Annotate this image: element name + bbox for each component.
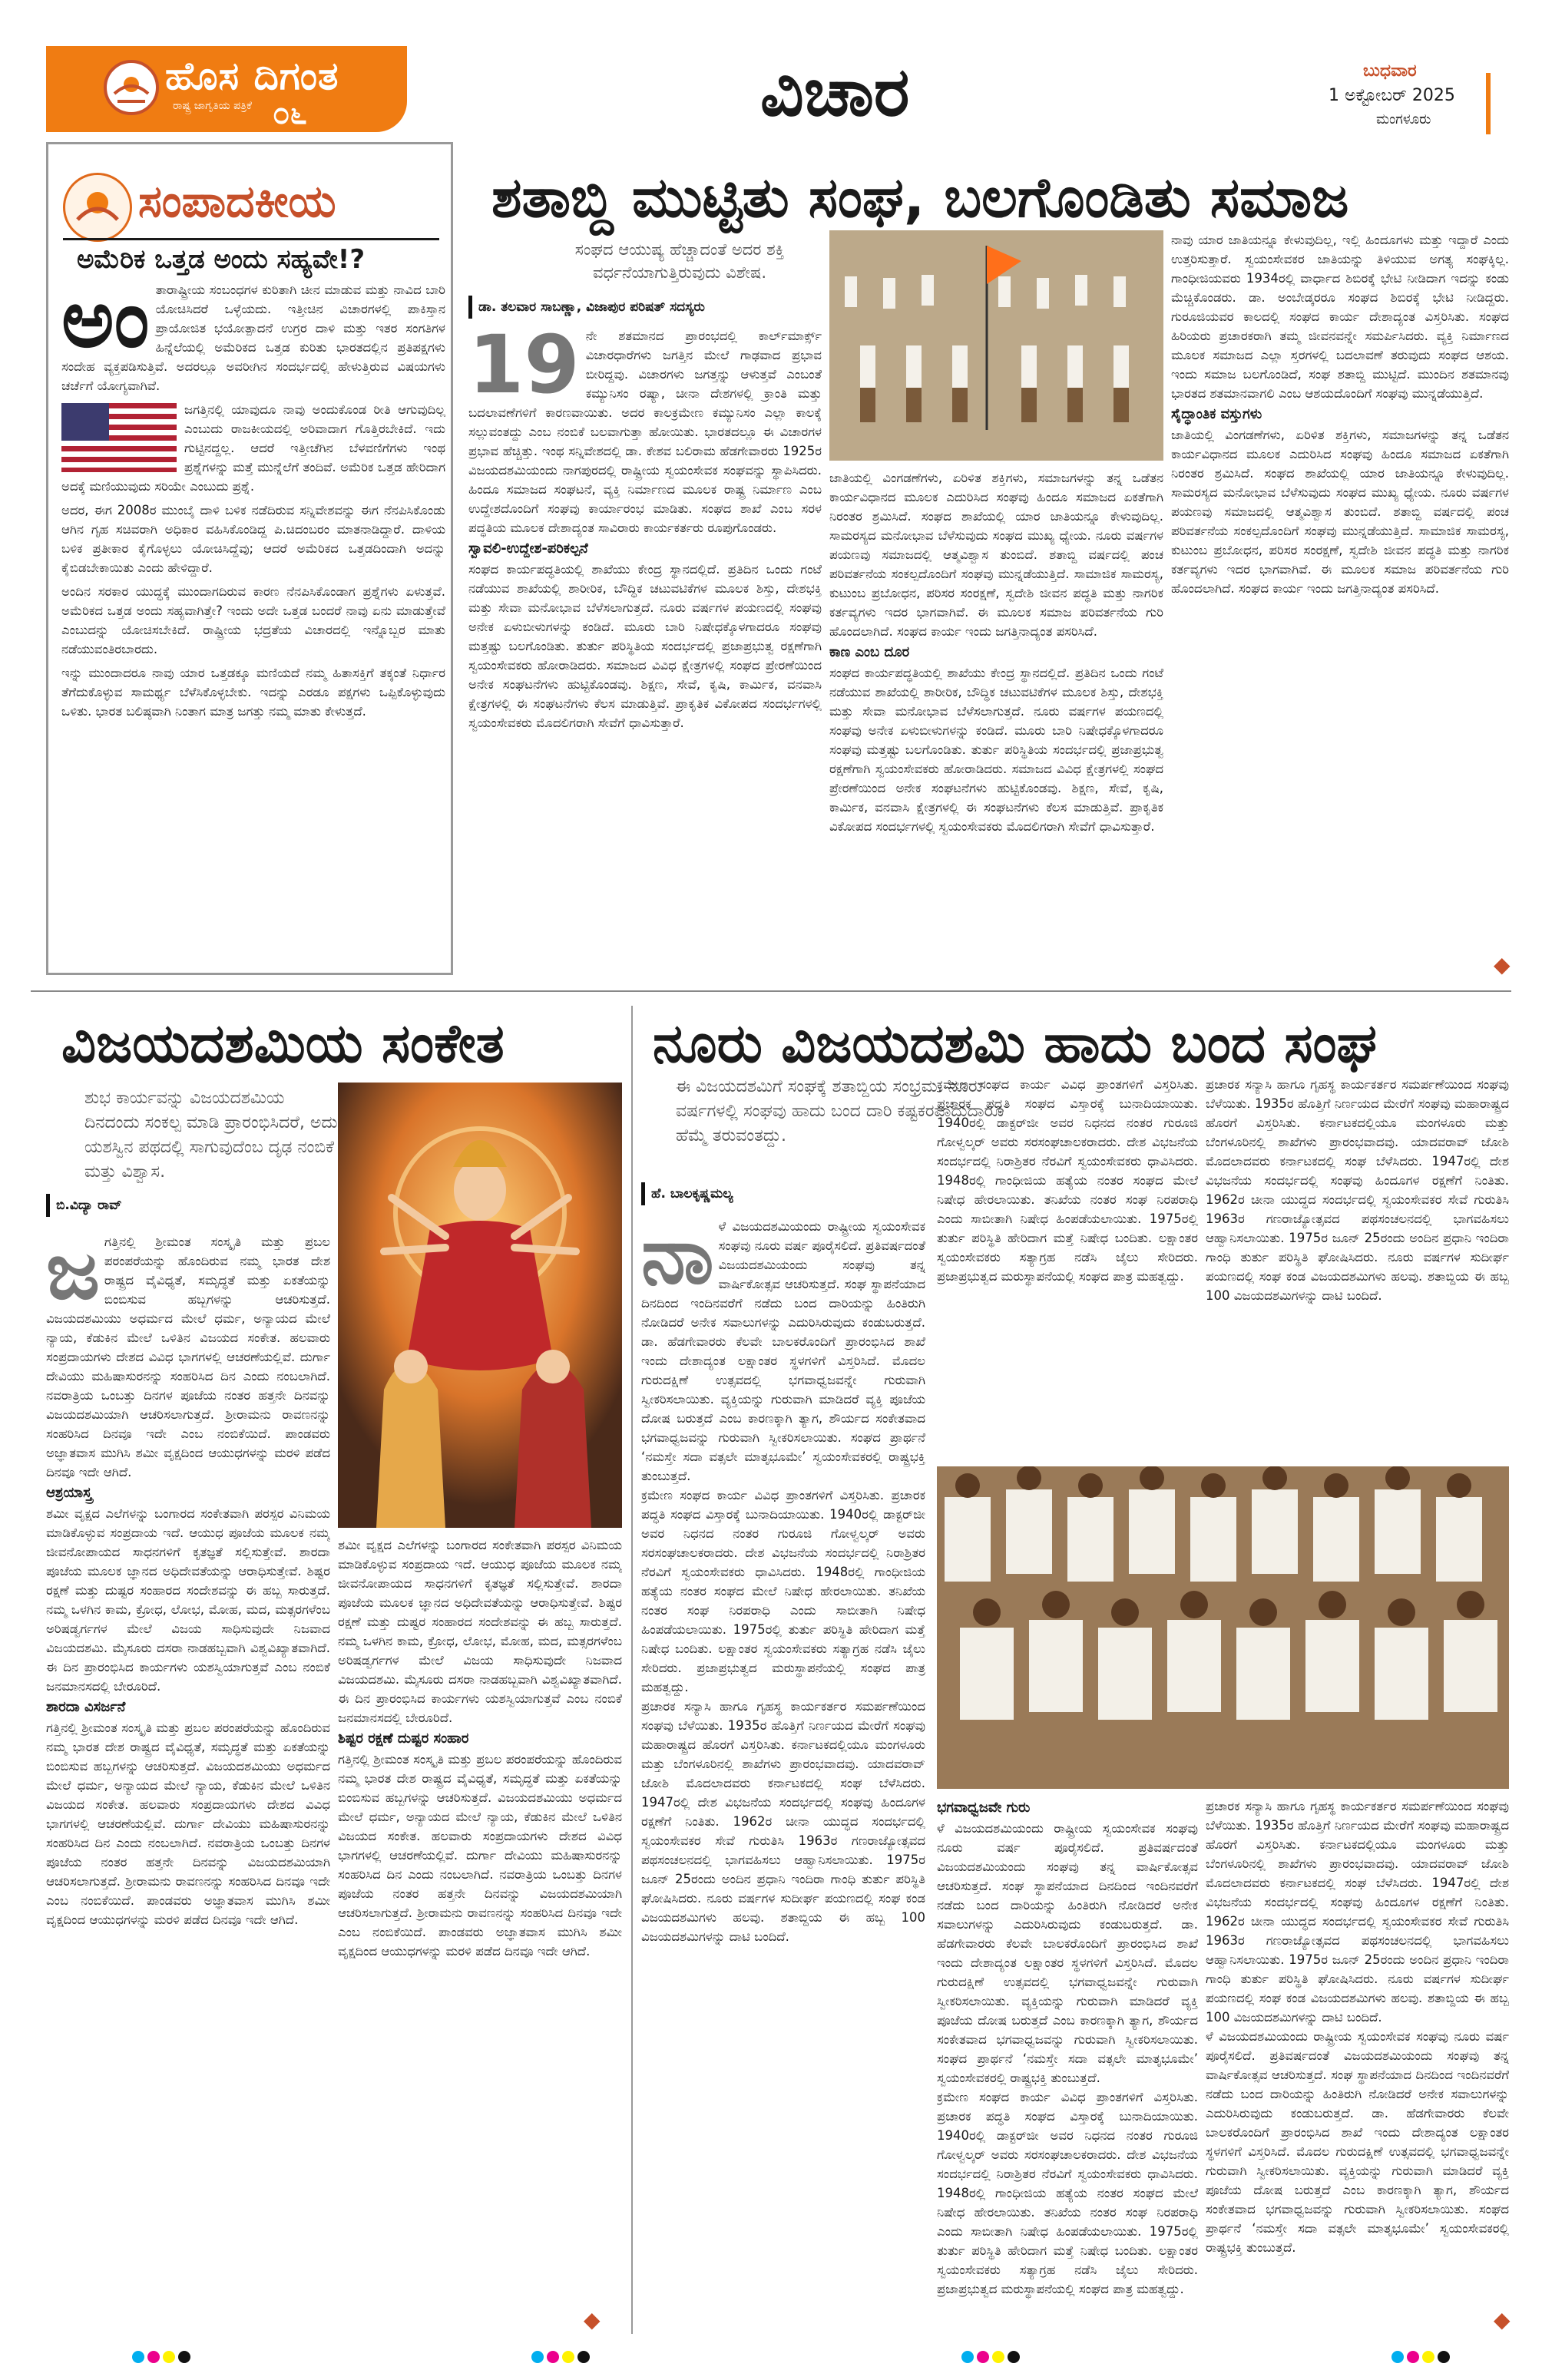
nooru-subtitle: ಈ ವಿಜಯದಶಮಿಗೆ ಸಂಘಕ್ಕೆ ಶತಾಬ್ದಿಯ ಸಂಭ್ರಮ. ನೂರು ವರ್ಷಗಳಲ್ಲಿ ಸಂಘವು ಹಾದು ಬಂದ ದಾರಿ ಕಷ್ಟಕರವಾದುದಾರೂ ಹೆಮ್ಮೆ ತರುವಂತದ್ದು. bbox=[676, 1077, 1004, 1145]
editorial-label: ಸಂಪಾದಕೀಯ bbox=[138, 175, 336, 227]
vijaya-headline: ವಿಜಯದಶಮಿಯ ಸಂಕೇತ bbox=[61, 1012, 505, 1075]
vijaya-subhead: ಶಾರದಾ ವಿಸರ್ಜನೆ bbox=[46, 1699, 126, 1715]
main-col-text: ನಾವು ಯಾರ ಜಾತಿಯನ್ನೂ ಕೇಳುವುದಿಲ್ಲ, ಇಲ್ಲಿ ಹಿಂದೂಗಳು ಮತ್ತು ಇದ್ದಾರೆ ಎಂದು ಉತ್ತರಿಸುತ್ತಾರೆ. ಸ್ವಯಂಸೇವಕರ ಜಾತಿಯನ್ನು ತಿಳಿಯುವ ಅಗತ್ಯ ಸಂಘಕ್ಕಿಲ್ಲ. ಗಾಂಧೀಜಿಯವರು 1934ರಲ್ಲಿ ವಾರ್ಧಾದ ಶಿಬಿರಕ್ಕೆ ಭೇಟಿ ನೀಡಿದಾಗ ಇದನ್ನು ಕಂಡು ಮೆಚ್ಚಿಕೊಂಡರು. ಡಾ. ಅಂಬೇಡ್ಕರರೂ ಸಂಘದ ಶಿಬಿರಕ್ಕೆ ಭೇಟಿ ನೀಡಿದ್ದರು. ಗುರೂಜಿಯವರ ಕಾಲದಲ್ಲಿ ಸಂಘದ ಕಾರ್ಯ ದೇಶಾದ್ಯಂತ ವಿಸ್ತರಿಸಿತು. ಸಂಘದ ಹಿರಿಯರು ಪ್ರಚಾರಕರಾಗಿ ತಮ್ಮ ಜೀವನವನ್ನೇ ಸಮರ್ಪಿಸಿದರು. ವ್ಯಕ್ತಿ ನಿರ್ಮಾಣದ ಮೂಲಕ ಸಮಾಜದ ಎಲ್ಲಾ ಸ್ತರಗಳಲ್ಲಿ ಬದಲಾವಣೆ ತರುವುದು ಸಂಘದ ಆಶಯ. ಇಂದು ಸಮಾಜ ಬಲಗೊಂಡಿದೆ, ಸಂಘ ಶತಾಬ್ದಿ ಮುಟ್ಟಿದೆ. ಮುಂದಿನ ಶತಮಾನವು ಭಾರತದ ಶತಮಾನವಾಗಲಿ ಎಂಬ ಆಶಯದೊಂದಿಗೆ ಸಂಘವು ಮುನ್ನಡೆಯುತ್ತಿದೆ. bbox=[1171, 233, 1509, 401]
nooru-headline: ನೂರು ವಿಜಯದಶಮಿ ಹಾದು ಬಂದ ಸಂಘ bbox=[653, 1012, 1378, 1075]
section-title: ವಿಚಾರ bbox=[760, 52, 910, 131]
nooru-col-1 bbox=[641, 1217, 925, 2334]
editorial-para: ಇನ್ನು ಮುಂದಾದರೂ ನಾವು ಯಾರ ಒತ್ತಡಕ್ಕೂ ಮಣಿಯದೆ ನಮ್ಮ ಹಿತಾಸಕ್ತಿಗೆ ತಕ್ಕಂತೆ ನಿರ್ಧಾರ ತೆಗೆದುಕೊಳ್ಳುವ ಸಾಮರ್ಥ್ಯ ಬೆಳೆಸಿಕೊಳ್ಳಬೇಕು. ಇದನ್ನು ಎರಡೂ ಪಕ್ಷಗಳು ಒಪ್ಪಿಕೊಳ್ಳುವುದು ಒಳಿತು. ಭಾರತ ಬಲಿಷ್ಠವಾಗಿ ನಿಂತಾಗ ಮಾತ್ರ ಜಗತ್ತು ನಮ್ಮ ಮಾತು ಕೇಳುತ್ತದೆ. bbox=[61, 666, 445, 719]
vijaya-byline: ಬಿ.ವಿದ್ಯಾ ರಾವ್ bbox=[46, 1194, 330, 1217]
main-dropcap: 19 bbox=[468, 326, 580, 412]
vijaya-col-text: ಗತ್ತಿನಲ್ಲಿ ಶ್ರೀಮಂತ ಸಂಸ್ಕೃತಿ ಮತ್ತು ಪ್ರಬಲ ಪರಂಪರೆಯನ್ನು ಹೊಂದಿರುವ ನಮ್ಮ ಭಾರತ ದೇಶ ರಾಷ್ಟ್ರದ ವೈವಿಧ್ಯತೆ, ಸಮೃದ್ಧತೆ ಮತ್ತು ಏಕತೆಯನ್ನು ಬಿಂಬಿಸುವ ಹಬ್ಬಗಳನ್ನು ಆಚರಿಸುತ್ತದೆ. ವಿಜಯದಶಮಿಯು ಅಧರ್ಮದ ಮೇಲೆ ಧರ್ಮ, ಅನ್ಯಾಯದ ಮೇಲೆ ನ್ಯಾಯ, ಕೆಡುಕಿನ ಮೇಲೆ ಒಳಿತಿನ ವಿಜಯದ ಸಂಕೇತ. ಹಲವಾರು ಸಂಪ್ರದಾಯಗಳು ದೇಶದ ವಿವಿಧ ಭಾಗಗಳಲ್ಲಿ ಆಚರಣೆಯಲ್ಲಿವೆ. ದುರ್ಗಾ ದೇವಿಯು ಮಹಿಷಾಸುರನನ್ನು ಸಂಹರಿಸಿದ ದಿನ ಎಂದು ನಂಬಲಾಗಿದೆ. ನವರಾತ್ರಿಯ ಒಂಬತ್ತು ದಿನಗಳ ಪೂಜೆಯ ನಂತರ ಹತ್ತನೇ ದಿನವನ್ನು ವಿಜಯದಶಮಿಯಾಗಿ ಆಚರಿಸಲಾಗುತ್ತದೆ. ಶ್ರೀರಾಮನು ರಾವಣನನ್ನು ಸಂಹರಿಸಿದ ದಿನವೂ ಇದೇ ಎಂಬ ನಂಬಿಕೆಯಿದೆ. ಪಾಂಡವರು ಅಜ್ಞಾತವಾಸ ಮುಗಿಸಿ ಶಮೀ ವೃಕ್ಷದಿಂದ ಆಯುಧಗಳನ್ನು ಮರಳಿ ಪಡೆದ ದಿನವೂ ಇದೇ ಆಗಿದೆ. bbox=[46, 1721, 330, 1927]
vijaya-col-text: ಶಮೀ ವೃಕ್ಷದ ಎಲೆಗಳನ್ನು ಬಂಗಾರದ ಸಂಕೇತವಾಗಿ ಪರಸ್ಪರ ವಿನಿಮಯ ಮಾಡಿಕೊಳ್ಳುವ ಸಂಪ್ರದಾಯ ಇದೆ. ಆಯುಧ ಪೂಜೆಯ ಮೂಲಕ ನಮ್ಮ ಜೀವನೋಪಾಯದ ಸಾಧನಗಳಿಗೆ ಕೃತಜ್ಞತೆ ಸಲ್ಲಿಸುತ್ತೇವೆ. ಶಾರದಾ ಪೂಜೆಯ ಮೂಲಕ ಜ್ಞಾನದ ಅಧಿದೇವತೆಯನ್ನು ಆರಾಧಿಸುತ್ತೇವೆ. ಶಿಷ್ಟರ ರಕ್ಷಣೆ ಮತ್ತು ದುಷ್ಟರ ಸಂಹಾರದ ಸಂದೇಶವನ್ನು ಈ ಹಬ್ಬ ಸಾರುತ್ತದೆ. ನಮ್ಮ ಒಳಗಿನ ಕಾಮ, ಕ್ರೋಧ, ಲೋಭ, ಮೋಹ, ಮದ, ಮತ್ಸರಗಳೆಂಬ ಅರಿಷಡ್ವರ್ಗಗಳ ಮೇಲೆ ವಿಜಯ ಸಾಧಿಸುವುದೇ ನಿಜವಾದ ವಿಜಯದಶಮಿ. ಮೈಸೂರು ದಸರಾ ನಾಡಹಬ್ಬವಾಗಿ ವಿಶ್ವವಿಖ್ಯಾತವಾಗಿದೆ. ಈ ದಿನ ಪ್ರಾರಂಭಿಸಿದ ಕಾರ್ಯಗಳು ಯಶಸ್ವಿಯಾಗುತ್ತವೆ ಎಂಬ ನಂಬಿಕೆ ಜನಮಾನಸದಲ್ಲಿ ಬೇರೂರಿದೆ. bbox=[338, 1538, 622, 1725]
main-col-text: ಸಂಘದ ಕಾರ್ಯಪದ್ಧತಿಯಲ್ಲಿ ಶಾಖೆಯು ಕೇಂದ್ರ ಸ್ಥಾನದಲ್ಲಿದೆ. ಪ್ರತಿದಿನ ಒಂದು ಗಂಟೆ ನಡೆಯುವ ಶಾಖೆಯಲ್ಲಿ ಶಾರೀರಿಕ, ಬೌದ್ಧಿಕ ಚಟುವಟಿಕೆಗಳ ಮೂಲಕ ಶಿಸ್ತು, ದೇಶಭಕ್ತಿ ಮತ್ತು ಸೇವಾ ಮನೋಭಾವ ಬೆಳೆಸಲಾಗುತ್ತದೆ. ನೂರು ವರ್ಷಗಳ ಪಯಣದಲ್ಲಿ ಸಂಘವು ಅನೇಕ ಏಳುಬೀಳುಗಳನ್ನು ಕಂಡಿದೆ. ಮೂರು ಬಾರಿ ನಿಷೇಧಕ್ಕೊಳಗಾದರೂ ಸಂಘವು ಮತ್ತಷ್ಟು ಬಲಗೊಂಡಿತು. ತುರ್ತು ಪರಿಸ್ಥಿತಿಯ ಸಂದರ್ಭದಲ್ಲಿ ಪ್ರಜಾಪ್ರಭುತ್ವ ರಕ್ಷಣೆಗಾಗಿ ಸ್ವಯಂಸೇವಕರು ಹೋರಾಡಿದರು. ಸಮಾಜದ ವಿವಿಧ ಕ್ಷೇತ್ರಗಳಲ್ಲಿ ಸಂಘದ ಪ್ರೇರಣೆಯಿಂದ ಅನೇಕ ಸಂಘಟನೆಗಳು ಹುಟ್ಟಿಕೊಂಡವು. ಶಿಕ್ಷಣ, ಸೇವೆ, ಕೃಷಿ, ಕಾರ್ಮಿಕ, ವನವಾಸಿ ಕ್ಷೇತ್ರಗಳಲ್ಲಿ ಈ ಸಂಘಟನೆಗಳು ಕೆಲಸ ಮಾಡುತ್ತಿವೆ. ಪ್ರಾಕೃತಿಕ ವಿಕೋಪದ ಸಂದರ್ಭಗಳಲ್ಲಿ ಸ್ವಯಂಸೇವಕರು ಮೊದಲಿಗರಾಗಿ ಸೇವೆಗೆ ಧಾವಿಸುತ್ತಾರೆ. bbox=[468, 562, 822, 730]
print-registration-marks bbox=[0, 2342, 1542, 2372]
nooru-col-text: ಪ್ರಚಾರಕ ಸನ್ಯಾಸಿ ಹಾಗೂ ಗೃಹಸ್ಥ ಕಾರ್ಯಕರ್ತರ ಸಮರ್ಪಣೆಯಿಂದ ಸಂಘವು ಬೆಳೆಯಿತು. 1935ರ ಹೊತ್ತಿಗೆ ನಿರ್ಣಯದ ಮೇರೆಗೆ ಸಂಘವು ಮಹಾರಾಷ್ಟ್ರದ ಹೊರಗೆ ವಿಸ್ತರಿಸಿತು. ಕರ್ನಾಟಕದಲ್ಲಿಯೂ ಮಂಗಳೂರು ಮತ್ತು ಬೆಂಗಳೂರಿನಲ್ಲಿ ಶಾಖೆಗಳು ಪ್ರಾರಂಭವಾದವು. ಯಾದವರಾವ್ ಜೋಶಿ ಮೊದಲಾದವರು ಕರ್ನಾಟಕದಲ್ಲಿ ಸಂಘ ಬೆಳೆಸಿದರು. 1947ರಲ್ಲಿ ದೇಶ ವಿಭಜನೆಯ ಸಂದರ್ಭದಲ್ಲಿ ಸಂಘವು ಹಿಂದೂಗಳ ರಕ್ಷಣೆಗೆ ನಿಂತಿತು. 1962ರ ಚೀನಾ ಯುದ್ಧದ ಸಂದರ್ಭದಲ್ಲಿ ಸ್ವಯಂಸೇವಕರ ಸೇವೆ ಗುರುತಿಸಿ 1963ರ ಗಣರಾಜ್ಯೋತ್ಸವದ ಪಥಸಂಚಲನದಲ್ಲಿ ಭಾಗವಹಿಸಲು ಆಹ್ವಾನಿಸಲಾಯಿತು. 1975ರ ಜೂನ್ 25ರಂದು ಅಂದಿನ ಪ್ರಧಾನಿ ಇಂದಿರಾ ಗಾಂಧಿ ತುರ್ತು ಪರಿಸ್ಥಿತಿ ಘೋಷಿಸಿದರು. ನೂರು ವರ್ಷಗಳ ಸುದೀರ್ಘ ಪಯಣದಲ್ಲಿ ಸಂಘ ಕಂಡ ವಿಜಯದಶಮಿಗಳು ಹಲವು. ಶತಾಬ್ದಿಯ ಈ ಹಬ್ಬ 100 ವಿಜಯದಶಮಿಗಳನ್ನು ದಾಟಿ ಬಂದಿದೆ. bbox=[1206, 1799, 1509, 2025]
editorial-icon bbox=[63, 173, 132, 242]
vijaya-subtitle: ಶುಭ ಕಾರ್ಯವನ್ನು ವಿಜಯದಶಮಿಯ ದಿನದಂದು ಸಂಕಲ್ಪ ಮಾಡಿ ಪ್ರಾರಂಭಿಸಿದರೆ, ಅದು ಯಶಸ್ವಿನ ಪಥದಲ್ಲಿ ಸಾಗುವುದೆಂಬ ದೃಢ ನಂಬಿಕೆ ಮತ್ತು ವಿಶ್ವಾಸ. bbox=[84, 1089, 338, 1182]
rss-march-photo bbox=[829, 230, 1163, 461]
main-subhead: ಸೈದ್ಧಾಂತಿಕ ವಸ್ತುಗಳು bbox=[1171, 406, 1262, 422]
nooru-col-4 bbox=[937, 1797, 1198, 2334]
end-mark-icon: ◆ bbox=[584, 2307, 601, 2332]
section-divider bbox=[31, 990, 1511, 992]
main-byline: ಡಾ. ತಲವಾರ ಸಾಬಣ್ಣಾ, ವಿಜಾಪುರ ಪರಿಷತ್ ಸದಸ್ಯರು bbox=[468, 296, 829, 319]
main-headline: ಶತಾಬ್ದಿ ಮುಟ್ಟಿತು ಸಂಘ, ಬಲಗೊಂಡಿತು ಸಮಾಜ bbox=[491, 165, 1349, 230]
end-mark-icon: ◆ bbox=[1494, 952, 1511, 977]
date-accent-bar bbox=[1486, 73, 1491, 134]
main-subhead: ಸ್ವಾವಲಿ-ಉದ್ದೇಶ-ಪರಿಕಲ್ಪನೆ bbox=[468, 540, 588, 557]
editorial-para: ತಾರಾಷ್ಟ್ರೀಯ ಸಂಬಂಧಗಳ ಕುರಿತಾಗಿ ಚೀನ ಮಾಡುವ ಮತ್ತು ನಾವಿದ ಬಾರಿ ಯೋಚಿಸಿದರೆ ಒಳ್ಳೆಯದು. ಇತ್ತೀಚಿನ ವಿಚಾರಗಳಲ್ಲಿ ಪಾಕಿಸ್ತಾನ ಪ್ರಾಯೋಜಿತ ಭಯೋತ್ಪಾದನೆ ಉಗ್ರರ ದಾಳಿ ಮತ್ತು ಇತರ ಸಂಗತಿಗಳ ಹಿನ್ನೆಲೆಯಲ್ಲಿ ಅಮೆರಿಕದ ಒತ್ತಡ ಕುರಿತು ಭಾರತದಲ್ಲಿನ ಪ್ರತಿಪಕ್ಷಗಳು ಸಂದೇಹ ವ್ಯಕ್ತಪಡಿಸುತ್ತಿವೆ. ಅದರಲ್ಲೂ ಅವರೀಗಿನ ಸಂದರ್ಭದಲ್ಲಿ ಹೇಳುತ್ತಿರುವ ವಿಷಯಗಳು ಚರ್ಚೆಗೆ ಯೋಗ್ಯವಾಗಿವೆ. bbox=[61, 283, 445, 393]
vijaya-dropcap: ಜ bbox=[46, 1232, 100, 1317]
nooru-col-text: ಕ್ರಮೇಣ ಸಂಘದ ಕಾರ್ಯ ವಿವಿಧ ಪ್ರಾಂತಗಳಿಗೆ ವಿಸ್ತರಿಸಿತು. ಪ್ರಚಾರಕ ಪದ್ಧತಿ ಸಂಘದ ವಿಸ್ತಾರಕ್ಕೆ ಬುನಾದಿಯಾಯಿತು. 1940ರಲ್ಲಿ ಡಾಕ್ಟರ್‌ಜೀ ಅವರ ನಿಧನದ ನಂತರ ಗುರೂಜಿ ಗೋಳ್ವಲ್ಕರ್ ಅವರು ಸರಸಂಘಚಾಲಕರಾದರು. ದೇಶ ವಿಭಜನೆಯ ಸಂದರ್ಭದಲ್ಲಿ ನಿರಾಶ್ರಿತರ ನೆರವಿಗೆ ಸ್ವಯಂಸೇವಕರು ಧಾವಿಸಿದರು. 1948ರಲ್ಲಿ ಗಾಂಧೀಜಿಯ ಹತ್ಯೆಯ ನಂತರ ಸಂಘದ ಮೇಲೆ ನಿಷೇಧ ಹೇರಲಾಯಿತು. ತನಿಖೆಯ ನಂತರ ಸಂಘ ನಿರಪರಾಧಿ ಎಂದು ಸಾಬೀತಾಗಿ ನಿಷೇಧ ಹಿಂಪಡೆಯಲಾಯಿತು. 1975ರಲ್ಲಿ ತುರ್ತು ಪರಿಸ್ಥಿತಿ ಹೇರಿದಾಗ ಮತ್ತೆ ನಿಷೇಧ ಬಂದಿತು. ಲಕ್ಷಾಂತರ ಸ್ವಯಂಸೇವಕರು ಸತ್ಯಾಗ್ರಹ ನಡೆಸಿ ಜೈಲು ಸೇರಿದರು. ಪ್ರಜಾಪ್ರಭುತ್ವದ ಮರುಸ್ಥಾಪನೆಯಲ್ಲಿ ಸಂಘದ ಪಾತ್ರ ಮಹತ್ವದ್ದು. bbox=[937, 2090, 1198, 2296]
vijaya-col-text: ಶಮೀ ವೃಕ್ಷದ ಎಲೆಗಳನ್ನು ಬಂಗಾರದ ಸಂಕೇತವಾಗಿ ಪರಸ್ಪರ ವಿನಿಮಯ ಮಾಡಿಕೊಳ್ಳುವ ಸಂಪ್ರದಾಯ ಇದೆ. ಆಯುಧ ಪೂಜೆಯ ಮೂಲಕ ನಮ್ಮ ಜೀವನೋಪಾಯದ ಸಾಧನಗಳಿಗೆ ಕೃತಜ್ಞತೆ ಸಲ್ಲಿಸುತ್ತೇವೆ. ಶಾರದಾ ಪೂಜೆಯ ಮೂಲಕ ಜ್ಞಾನದ ಅಧಿದೇವತೆಯನ್ನು ಆರಾಧಿಸುತ್ತೇವೆ. ಶಿಷ್ಟರ ರಕ್ಷಣೆ ಮತ್ತು ದುಷ್ಟರ ಸಂಹಾರದ ಸಂದೇಶವನ್ನು ಈ ಹಬ್ಬ ಸಾರುತ್ತದೆ. ನಮ್ಮ ಒಳಗಿನ ಕಾಮ, ಕ್ರೋಧ, ಲೋಭ, ಮೋಹ, ಮದ, ಮತ್ಸರಗಳೆಂಬ ಅರಿಷಡ್ವರ್ಗಗಳ ಮೇಲೆ ವಿಜಯ ಸಾಧಿಸುವುದೇ ನಿಜವಾದ ವಿಜಯದಶಮಿ. ಮೈಸೂರು ದಸರಾ ನಾಡಹಬ್ಬವಾಗಿ ವಿಶ್ವವಿಖ್ಯಾತವಾಗಿದೆ. ಈ ದಿನ ಪ್ರಾರಂಭಿಸಿದ ಕಾರ್ಯಗಳು ಯಶಸ್ವಿಯಾಗುತ್ತವೆ ಎಂಬ ನಂಬಿಕೆ ಜನಮಾನಸದಲ್ಲಿ ಬೇರೂರಿದೆ. bbox=[46, 1506, 330, 1694]
editorial-para: ಅದರ, ಈಗ 2008ರ ಮುಂಬೈ ದಾಳಿ ಬಳಿಕ ನಡೆದಿರುವ ಸನ್ನಿವೇಶವನ್ನು ಈಗ ನೆನಪಿಸಿಕೊಂಡು ಆಗಿನ ಗೃಹ ಸಚಿವರಾಗಿ ಅಧಿಕಾರ ವಹಿಸಿಕೊಂಡಿದ್ದ ಪಿ.ಚಿದಂಬರಂ ಮಾತನಾಡಿದ್ದಾರೆ. ದಾಳಿಯ ಬಳಿಕ ಪ್ರತೀಕಾರ ಕೈಗೊಳ್ಳಲು ಯೋಚಿಸಿದ್ದೆವು; ಆದರೆ ಅಮೆರಿಕದ ಒತ್ತಡದಿಂದಾಗಿ ಅದನ್ನು ಕೈಬಿಡಬೇಕಾಯಿತು ಎಂದು ಹೇಳಿದ್ದಾರೆ. bbox=[61, 503, 445, 575]
nooru-byline: ಹೆ. ಬಾಲಕೃಷ್ಣಮಲ್ಯ bbox=[641, 1182, 933, 1205]
nooru-col-text: ಳೆ ವಿಜಯದಶಮಿಯಂದು ರಾಷ್ಟ್ರೀಯ ಸ್ವಯಂಸೇವಕ ಸಂಘವು ನೂರು ವರ್ಷ ಪೂರೈಸಲಿದೆ. ಪ್ರತಿವರ್ಷದಂತೆ ವಿಜಯದಶಮಿಯಂದು ಸಂಘವು ತನ್ನ ವಾರ್ಷಿಕೋತ್ಸವ ಆಚರಿಸುತ್ತದೆ. ಸಂಘ ಸ್ಥಾಪನೆಯಾದ ದಿನದಿಂದ ಇಂದಿನವರೆಗೆ ನಡೆದು ಬಂದ ದಾರಿಯನ್ನು ಹಿಂತಿರುಗಿ ನೋಡಿದರೆ ಅನೇಕ ಸವಾಲುಗಳನ್ನು ಎದುರಿಸಿರುವುದು ಕಂಡುಬರುತ್ತದೆ. ಡಾ. ಹೆಡಗೇವಾರರು ಕೆಲವೇ ಬಾಲಕರೊಂದಿಗೆ ಪ್ರಾರಂಭಿಸಿದ ಶಾಖೆ ಇಂದು ದೇಶಾದ್ಯಂತ ಲಕ್ಷಾಂತರ ಸ್ಥಳಗಳಿಗೆ ವಿಸ್ತರಿಸಿದೆ. ಮೊದಲ ಗುರುದಕ್ಷಿಣೆ ಉತ್ಸವದಲ್ಲಿ ಭಗವಾಧ್ವಜವನ್ನೇ ಗುರುವಾಗಿ ಸ್ವೀಕರಿಸಲಾಯಿತು. ವ್ಯಕ್ತಿಯನ್ನು ಗುರುವಾಗಿ ಮಾಡಿದರೆ ವ್ಯಕ್ತಿ ಪೂಜೆಯ ದೋಷ ಬರುತ್ತದೆ ಎಂಬ ಕಾರಣಕ್ಕಾಗಿ ತ್ಯಾಗ, ಶೌರ್ಯದ ಸಂಕೇತವಾದ ಭಗವಾಧ್ವಜವನ್ನು ಗುರುವಾಗಿ ಸ್ವೀಕರಿಸಲಾಯಿತು. ಸಂಘದ ಪ್ರಾರ್ಥನೆ ‘ನಮಸ್ತೇ ಸದಾ ವತ್ಸಲೇ ಮಾತೃಭೂಮೇ’ ಸ್ವಯಂಸೇವಕರಲ್ಲಿ ರಾಷ್ಟ್ರಭಕ್ತಿ ತುಂಬುತ್ತದೆ. bbox=[937, 1821, 1198, 2085]
vijaya-subhead: ಶಿಷ್ಟರ ರಕ್ಷಣೆ ದುಷ್ಟರ ಸಂಹಾರ bbox=[338, 1730, 469, 1747]
nooru-col-5 bbox=[1206, 1797, 1509, 2334]
us-flag-image bbox=[61, 403, 177, 472]
main-subhead: ಕಾಣ ಎಂಬ ದೂರ bbox=[829, 644, 910, 660]
date-day: ಬುಧವಾರ bbox=[1363, 61, 1417, 81]
main-subtitle: ಸಂಘದ ಆಯುಷ್ಯ ಹೆಚ್ಚಾದಂತೆ ಅದರ ಶಕ್ತಿ ವರ್ಧನೆಯಾಗುತ್ತಿರುವುದು ವಿಶೇಷ. bbox=[574, 240, 785, 282]
nooru-col-text: ಳೆ ವಿಜಯದಶಮಿಯಂದು ರಾಷ್ಟ್ರೀಯ ಸ್ವಯಂಸೇವಕ ಸಂಘವು ನೂರು ವರ್ಷ ಪೂರೈಸಲಿದೆ. ಪ್ರತಿವರ್ಷದಂತೆ ವಿಜಯದಶಮಿಯಂದು ಸಂಘವು ತನ್ನ ವಾರ್ಷಿಕೋತ್ಸವ ಆಚರಿಸುತ್ತದೆ. ಸಂಘ ಸ್ಥಾಪನೆಯಾದ ದಿನದಿಂದ ಇಂದಿನವರೆಗೆ ನಡೆದು ಬಂದ ದಾರಿಯನ್ನು ಹಿಂತಿರುಗಿ ನೋಡಿದರೆ ಅನೇಕ ಸವಾಲುಗಳನ್ನು ಎದುರಿಸಿರುವುದು ಕಂಡುಬರುತ್ತದೆ. ಡಾ. ಹೆಡಗೇವಾರರು ಕೆಲವೇ ಬಾಲಕರೊಂದಿಗೆ ಪ್ರಾರಂಭಿಸಿದ ಶಾಖೆ ಇಂದು ದೇಶಾದ್ಯಂತ ಲಕ್ಷಾಂತರ ಸ್ಥಳಗಳಿಗೆ ವಿಸ್ತರಿಸಿದೆ. ಮೊದಲ ಗುರುದಕ್ಷಿಣೆ ಉತ್ಸವದಲ್ಲಿ ಭಗವಾಧ್ವಜವನ್ನೇ ಗುರುವಾಗಿ ಸ್ವೀಕರಿಸಲಾಯಿತು. ವ್ಯಕ್ತಿಯನ್ನು ಗುರುವಾಗಿ ಮಾಡಿದರೆ ವ್ಯಕ್ತಿ ಪೂಜೆಯ ದೋಷ ಬರುತ್ತದೆ ಎಂಬ ಕಾರಣಕ್ಕಾಗಿ ತ್ಯಾಗ, ಶೌರ್ಯದ ಸಂಕೇತವಾದ ಭಗವಾಧ್ವಜವನ್ನು ಗುರುವಾಗಿ ಸ್ವೀಕರಿಸಲಾಯಿತು. ಸಂಘದ ಪ್ರಾರ್ಥನೆ ‘ನಮಸ್ತೇ ಸದಾ ವತ್ಸಲೇ ಮಾತೃಭೂಮೇ’ ಸ್ವಯಂಸೇವಕರಲ್ಲಿ ರಾಷ್ಟ್ರಭಕ್ತಿ ತುಂಬುತ್ತದೆ. bbox=[1206, 2029, 1509, 2255]
editorial-rule bbox=[63, 238, 439, 240]
nooru-dropcap: ನಾ bbox=[641, 1217, 714, 1302]
vijaya-col-2 bbox=[338, 1535, 622, 2334]
end-mark-icon: ◆ bbox=[1494, 2307, 1511, 2332]
nooru-col-2 bbox=[937, 1075, 1198, 1459]
column-divider bbox=[631, 1006, 633, 2334]
main-col-text: ಜಾತಿಯಲ್ಲಿ ವಿಂಗಡಣೆಗಳು, ಏರಿಳಿತ ಶಕ್ತಿಗಳು, ಸಮಾಜಗಳನ್ನು ತನ್ನ ಒಡೆತನ ಕಾರ್ಯವಿಧಾನದ ಮೂಲಕ ಎದುರಿಸಿದ ಸಂಘವು ಹಿಂದೂ ಸಮಾಜದ ಏಕತೆಗಾಗಿ ನಿರಂತರ ಶ್ರಮಿಸಿದೆ. ಸಂಘದ ಶಾಖೆಯಲ್ಲಿ ಯಾರ ಜಾತಿಯನ್ನೂ ಕೇಳುವುದಿಲ್ಲ. ಸಾಮರಸ್ಯದ ಮನೋಭಾವ ಬೆಳೆಸುವುದು ಸಂಘದ ಮುಖ್ಯ ಧ್ಯೇಯ. ನೂರು ವರ್ಷಗಳ ಪಯಣವು ಸಮಾಜದಲ್ಲಿ ಆತ್ಮವಿಶ್ವಾಸ ತುಂಬಿದೆ. ಶತಾಬ್ದಿ ವರ್ಷದಲ್ಲಿ ಪಂಚ ಪರಿವರ್ತನೆಯ ಸಂಕಲ್ಪದೊಂದಿಗೆ ಸಂಘವು ಮುನ್ನಡೆಯುತ್ತಿದೆ. ಸಾಮಾಜಿಕ ಸಾಮರಸ್ಯ, ಕುಟುಂಬ ಪ್ರಬೋಧನ, ಪರಿಸರ ಸಂರಕ್ಷಣೆ, ಸ್ವದೇಶಿ ಜೀವನ ಪದ್ಧತಿ ಮತ್ತು ನಾಗರಿಕ ಕರ್ತವ್ಯಗಳು ಇದರ ಭಾಗವಾಗಿವೆ. ಈ ಮೂಲಕ ಸಮಾಜ ಪರಿವರ್ತನೆಯ ಗುರಿ ಹೊಂದಲಾಗಿದೆ. ಸಂಘದ ಕಾರ್ಯ ಇಂದು ಜಗತ್ತಿನಾದ್ಯಂತ ಪಸರಿಸಿದೆ. bbox=[829, 471, 1163, 639]
editorial-title: ಅಮೆರಿಕ ಒತ್ತಡ ಅಂದು ಸಹ್ಯವೇ!? bbox=[77, 244, 366, 275]
editorial-dropcap: ಅಂ bbox=[61, 280, 150, 365]
editorial-para: ಜಗತ್ತಿನಲ್ಲಿ ಯಾವುದೂ ನಾವು ಅಂದುಕೊಂಡ ರೀತಿ ಆಗುವುದಿಲ್ಲ ಎಂಬುದು ರಾಜಕೀಯದಲ್ಲಿ ಅರಿವಾದಾಗ ಗೊತ್ತಿರಬೇಕಿದೆ. ಇದು ಗುಟ್ಟಿನದ್ದಲ್ಲ. ಆದರೆ ಇತ್ತೀಚೆಗಿನ ಬೆಳವಣಿಗೆಗಳು ಇಂಥ ಪ್ರಶ್ನೆಗಳನ್ನು ಮತ್ತೆ ಮುನ್ನೆಲೆಗೆ ತಂದಿವೆ. ಅಮೆರಿಕ ಒತ್ತಡ ಹೇರಿದಾಗ ಅದಕ್ಕೆ ಮಣಿಯುವುದು ಸರಿಯೇ ಎಂಬುದು ಪ್ರಶ್ನೆ. bbox=[61, 402, 445, 494]
nooru-col-text: ಳೆ ವಿಜಯದಶಮಿಯಂದು ರಾಷ್ಟ್ರೀಯ ಸ್ವಯಂಸೇವಕ ಸಂಘವು ನೂರು ವರ್ಷ ಪೂರೈಸಲಿದೆ. ಪ್ರತಿವರ್ಷದಂತೆ ವಿಜಯದಶಮಿಯಂದು ಸಂಘವು ತನ್ನ ವಾರ್ಷಿಕೋತ್ಸವ ಆಚರಿಸುತ್ತದೆ. ಸಂಘ ಸ್ಥಾಪನೆಯಾದ ದಿನದಿಂದ ಇಂದಿನವರೆಗೆ ನಡೆದು ಬಂದ ದಾರಿಯನ್ನು ಹಿಂತಿರುಗಿ ನೋಡಿದರೆ ಅನೇಕ ಸವಾಲುಗಳನ್ನು ಎದುರಿಸಿರುವುದು ಕಂಡುಬರುತ್ತದೆ. ಡಾ. ಹೆಡಗೇವಾರರು ಕೆಲವೇ ಬಾಲಕರೊಂದಿಗೆ ಪ್ರಾರಂಭಿಸಿದ ಶಾಖೆ ಇಂದು ದೇಶಾದ್ಯಂತ ಲಕ್ಷಾಂತರ ಸ್ಥಳಗಳಿಗೆ ವಿಸ್ತರಿಸಿದೆ. ಮೊದಲ ಗುರುದಕ್ಷಿಣೆ ಉತ್ಸವದಲ್ಲಿ ಭಗವಾಧ್ವಜವನ್ನೇ ಗುರುವಾಗಿ ಸ್ವೀಕರಿಸಲಾಯಿತು. ವ್ಯಕ್ತಿಯನ್ನು ಗುರುವಾಗಿ ಮಾಡಿದರೆ ವ್ಯಕ್ತಿ ಪೂಜೆಯ ದೋಷ ಬರುತ್ತದೆ ಎಂಬ ಕಾರಣಕ್ಕಾಗಿ ತ್ಯಾಗ, ಶೌರ್ಯದ ಸಂಕೇತವಾದ ಭಗವಾಧ್ವಜವನ್ನು ಗುರುವಾಗಿ ಸ್ವೀಕರಿಸಲಾಯಿತು. ಸಂಘದ ಪ್ರಾರ್ಥನೆ ‘ನಮಸ್ತೇ ಸದಾ ವತ್ಸಲೇ ಮಾತೃಭೂಮೇ’ ಸ್ವಯಂಸೇವಕರಲ್ಲಿ ರಾಷ್ಟ್ರಭಕ್ತಿ ತುಂಬುತ್ತದೆ. bbox=[641, 1219, 925, 1483]
newspaper-logo[interactable]: ಹೊಸ ದಿಗಂತ bbox=[165, 54, 339, 98]
editorial-body bbox=[61, 280, 445, 971]
newspaper-tagline: ರಾಷ್ಟ್ರ ಜಾಗೃತಿಯ ಪತ್ರಿಕೆ bbox=[173, 100, 252, 112]
nooru-col-text: ಕ್ರಮೇಣ ಸಂಘದ ಕಾರ್ಯ ವಿವಿಧ ಪ್ರಾಂತಗಳಿಗೆ ವಿಸ್ತರಿಸಿತು. ಪ್ರಚಾರಕ ಪದ್ಧತಿ ಸಂಘದ ವಿಸ್ತಾರಕ್ಕೆ ಬುನಾದಿಯಾಯಿತು. 1940ರಲ್ಲಿ ಡಾಕ್ಟರ್‌ಜೀ ಅವರ ನಿಧನದ ನಂತರ ಗುರೂಜಿ ಗೋಳ್ವಲ್ಕರ್ ಅವರು ಸರಸಂಘಚಾಲಕರಾದರು. ದೇಶ ವಿಭಜನೆಯ ಸಂದರ್ಭದಲ್ಲಿ ನಿರಾಶ್ರಿತರ ನೆರವಿಗೆ ಸ್ವಯಂಸೇವಕರು ಧಾವಿಸಿದರು. 1948ರಲ್ಲಿ ಗಾಂಧೀಜಿಯ ಹತ್ಯೆಯ ನಂತರ ಸಂಘದ ಮೇಲೆ ನಿಷೇಧ ಹೇರಲಾಯಿತು. ತನಿಖೆಯ ನಂತರ ಸಂಘ ನಿರಪರಾಧಿ ಎಂದು ಸಾಬೀತಾಗಿ ನಿಷೇಧ ಹಿಂಪಡೆಯಲಾಯಿತು. 1975ರಲ್ಲಿ ತುರ್ತು ಪರಿಸ್ಥಿತಿ ಹೇರಿದಾಗ ಮತ್ತೆ ನಿಷೇಧ ಬಂದಿತು. ಲಕ್ಷಾಂತರ ಸ್ವಯಂಸೇವಕರು ಸತ್ಯಾಗ್ರಹ ನಡೆಸಿ ಜೈಲು ಸೇರಿದರು. ಪ್ರಜಾಪ್ರಭುತ್ವದ ಮರುಸ್ಥಾಪನೆಯಲ್ಲಿ ಸಂಘದ ಪಾತ್ರ ಮಹತ್ವದ್ದು. bbox=[937, 1077, 1198, 1284]
main-col-1 bbox=[468, 326, 822, 975]
date-full: 1 ಅಕ್ಟೋಬರ್ 2025 bbox=[1329, 86, 1455, 105]
vijaya-col-text: ಗತ್ತಿನಲ್ಲಿ ಶ್ರೀಮಂತ ಸಂಸ್ಕೃತಿ ಮತ್ತು ಪ್ರಬಲ ಪರಂಪರೆಯನ್ನು ಹೊಂದಿರುವ ನಮ್ಮ ಭಾರತ ದೇಶ ರಾಷ್ಟ್ರದ ವೈವಿಧ್ಯತೆ, ಸಮೃದ್ಧತೆ ಮತ್ತು ಏಕತೆಯನ್ನು ಬಿಂಬಿಸುವ ಹಬ್ಬಗಳನ್ನು ಆಚರಿಸುತ್ತದೆ. ವಿಜಯದಶಮಿಯು ಅಧರ್ಮದ ಮೇಲೆ ಧರ್ಮ, ಅನ್ಯಾಯದ ಮೇಲೆ ನ್ಯಾಯ, ಕೆಡುಕಿನ ಮೇಲೆ ಒಳಿತಿನ ವಿಜಯದ ಸಂಕೇತ. ಹಲವಾರು ಸಂಪ್ರದಾಯಗಳು ದೇಶದ ವಿವಿಧ ಭಾಗಗಳಲ್ಲಿ ಆಚರಣೆಯಲ್ಲಿವೆ. ದುರ್ಗಾ ದೇವಿಯು ಮಹಿಷಾಸುರನನ್ನು ಸಂಹರಿಸಿದ ದಿನ ಎಂದು ನಂಬಲಾಗಿದೆ. ನವರಾತ್ರಿಯ ಒಂಬತ್ತು ದಿನಗಳ ಪೂಜೆಯ ನಂತರ ಹತ್ತನೇ ದಿನವನ್ನು ವಿಜಯದಶಮಿಯಾಗಿ ಆಚರಿಸಲಾಗುತ್ತದೆ. ಶ್ರೀರಾಮನು ರಾವಣನನ್ನು ಸಂಹರಿಸಿದ ದಿನವೂ ಇದೇ ಎಂಬ ನಂಬಿಕೆಯಿದೆ. ಪಾಂಡವರು ಅಜ್ಞಾತವಾಸ ಮುಗಿಸಿ ಶಮೀ ವೃಕ್ಷದಿಂದ ಆಯುಧಗಳನ್ನು ಮರಳಿ ಪಡೆದ ದಿನವೂ ಇದೇ ಆಗಿದೆ. bbox=[46, 1235, 330, 1479]
rss-uniform-rally-photo bbox=[937, 1466, 1509, 1789]
main-col-text: ನೇ ಶತಮಾನದ ಪ್ರಾರಂಭದಲ್ಲಿ ಕಾರ್ಲ್‌ಮಾರ್ಕ್ಸ್ ವಿಚಾರಧಾರೆಗಳು ಜಗತ್ತಿನ ಮೇಲೆ ಗಾಢವಾದ ಪ್ರಭಾವ ಬೀರಿದ್ದವು. ವಿಚಾರಗಳು ಜಗತ್ತನ್ನು ಆಳುತ್ತವೆ ಎಂಬಂತೆ ಕಮ್ಯುನಿಸಂ ರಷ್ಯಾ, ಚೀನಾ ದೇಶಗಳಲ್ಲಿ ಕ್ರಾಂತಿ ಮತ್ತು ಬದಲಾವಣೆಗಳಿಗೆ ಕಾರಣವಾಯಿತು. ಅದರ ಕಾಲಕ್ರಮೇಣ ಕಮ್ಯುನಿಸಂ ಎಲ್ಲಾ ಕಾಲಕ್ಕೆ ಸಲ್ಲುವಂತದ್ದು ಎಂಬ ನಂಬಿಕೆ ಬಲವಾಗುತ್ತಾ ಹೋಯಿತು. ಭಾರತದಲ್ಲೂ ಈ ವಿಚಾರಗಳ ಪ್ರಭಾವ ಹೆಚ್ಚಿತ್ತು. ಇಂಥ ಸನ್ನಿವೇಶದಲ್ಲಿ ಡಾ. ಕೇಶವ ಬಲಿರಾಮ ಹೆಡಗೇವಾರರು 1925ರ ವಿಜಯದಶಮಿಯಂದು ನಾಗಪುರದಲ್ಲಿ ರಾಷ್ಟ್ರೀಯ ಸ್ವಯಂಸೇವಕ ಸಂಘವನ್ನು ಸ್ಥಾಪಿಸಿದರು. ಹಿಂದೂ ಸಮಾಜದ ಸಂಘಟನೆ, ವ್ಯಕ್ತಿ ನಿರ್ಮಾಣದ ಮೂಲಕ ರಾಷ್ಟ್ರ ನಿರ್ಮಾಣ ಎಂಬ ಉದ್ದೇಶದೊಂದಿಗೆ ಸಂಘವು ಕಾರ್ಯಾರಂಭ ಮಾಡಿತು. ಸಂಘದ ಶಾಖೆ ಎಂಬ ಸರಳ ಪದ್ಧತಿಯ ಮೂಲಕ ದೇಶಾದ್ಯಂತ ಸಾವಿರಾರು ಕಾರ್ಯಕರ್ತರು ರೂಪುಗೊಂಡರು. bbox=[468, 329, 822, 535]
main-col-text: ಸಂಘದ ಕಾರ್ಯಪದ್ಧತಿಯಲ್ಲಿ ಶಾಖೆಯು ಕೇಂದ್ರ ಸ್ಥಾನದಲ್ಲಿದೆ. ಪ್ರತಿದಿನ ಒಂದು ಗಂಟೆ ನಡೆಯುವ ಶಾಖೆಯಲ್ಲಿ ಶಾರೀರಿಕ, ಬೌದ್ಧಿಕ ಚಟುವಟಿಕೆಗಳ ಮೂಲಕ ಶಿಸ್ತು, ದೇಶಭಕ್ತಿ ಮತ್ತು ಸೇವಾ ಮನೋಭಾವ ಬೆಳೆಸಲಾಗುತ್ತದೆ. ನೂರು ವರ್ಷಗಳ ಪಯಣದಲ್ಲಿ ಸಂಘವು ಅನೇಕ ಏಳುಬೀಳುಗಳನ್ನು ಕಂಡಿದೆ. ಮೂರು ಬಾರಿ ನಿಷೇಧಕ್ಕೊಳಗಾದರೂ ಸಂಘವು ಮತ್ತಷ್ಟು ಬಲಗೊಂಡಿತು. ತುರ್ತು ಪರಿಸ್ಥಿತಿಯ ಸಂದರ್ಭದಲ್ಲಿ ಪ್ರಜಾಪ್ರಭುತ್ವ ರಕ್ಷಣೆಗಾಗಿ ಸ್ವಯಂಸೇವಕರು ಹೋರಾಡಿದರು. ಸಮಾಜದ ವಿವಿಧ ಕ್ಷೇತ್ರಗಳಲ್ಲಿ ಸಂಘದ ಪ್ರೇರಣೆಯಿಂದ ಅನೇಕ ಸಂಘಟನೆಗಳು ಹುಟ್ಟಿಕೊಂಡವು. ಶಿಕ್ಷಣ, ಸೇವೆ, ಕೃಷಿ, ಕಾರ್ಮಿಕ, ವನವಾಸಿ ಕ್ಷೇತ್ರಗಳಲ್ಲಿ ಈ ಸಂಘಟನೆಗಳು ಕೆಲಸ ಮಾಡುತ್ತಿವೆ. ಪ್ರಾಕೃತಿಕ ವಿಕೋಪದ ಸಂದರ್ಭಗಳಲ್ಲಿ ಸ್ವಯಂಸೇವಕರು ಮೊದಲಿಗರಾಗಿ ಸೇವೆಗೆ ಧಾವಿಸುತ್ತಾರೆ. bbox=[829, 666, 1163, 834]
vijaya-col-1 bbox=[46, 1232, 330, 2334]
edition-city: ಮಂಗಳೂರು bbox=[1376, 111, 1431, 127]
nooru-subhead: ಭಗವಾಧ್ವಜವೇ ಗುರು bbox=[937, 1800, 1031, 1816]
nooru-col-text: ಪ್ರಚಾರಕ ಸನ್ಯಾಸಿ ಹಾಗೂ ಗೃಹಸ್ಥ ಕಾರ್ಯಕರ್ತರ ಸಮರ್ಪಣೆಯಿಂದ ಸಂಘವು ಬೆಳೆಯಿತು. 1935ರ ಹೊತ್ತಿಗೆ ನಿರ್ಣಯದ ಮೇರೆಗೆ ಸಂಘವು ಮಹಾರಾಷ್ಟ್ರದ ಹೊರಗೆ ವಿಸ್ತರಿಸಿತು. ಕರ್ನಾಟಕದಲ್ಲಿಯೂ ಮಂಗಳೂರು ಮತ್ತು ಬೆಂಗಳೂರಿನಲ್ಲಿ ಶಾಖೆಗಳು ಪ್ರಾರಂಭವಾದವು. ಯಾದವರಾವ್ ಜೋಶಿ ಮೊದಲಾದವರು ಕರ್ನಾಟಕದಲ್ಲಿ ಸಂಘ ಬೆಳೆಸಿದರು. 1947ರಲ್ಲಿ ದೇಶ ವಿಭಜನೆಯ ಸಂದರ್ಭದಲ್ಲಿ ಸಂಘವು ಹಿಂದೂಗಳ ರಕ್ಷಣೆಗೆ ನಿಂತಿತು. 1962ರ ಚೀನಾ ಯುದ್ಧದ ಸಂದರ್ಭದಲ್ಲಿ ಸ್ವಯಂಸೇವಕರ ಸೇವೆ ಗುರುತಿಸಿ 1963ರ ಗಣರಾಜ್ಯೋತ್ಸವದ ಪಥಸಂಚಲನದಲ್ಲಿ ಭಾಗವಹಿಸಲು ಆಹ್ವಾನಿಸಲಾಯಿತು. 1975ರ ಜೂನ್ 25ರಂದು ಅಂದಿನ ಪ್ರಧಾನಿ ಇಂದಿರಾ ಗಾಂಧಿ ತುರ್ತು ಪರಿಸ್ಥಿತಿ ಘೋಷಿಸಿದರು. ನೂರು ವರ್ಷಗಳ ಸುದೀರ್ಘ ಪಯಣದಲ್ಲಿ ಸಂಘ ಕಂಡ ವಿಜಯದಶಮಿಗಳು ಹಲವು. ಶತಾಬ್ದಿಯ ಈ ಹಬ್ಬ 100 ವಿಜಯದಶಮಿಗಳನ್ನು ದಾಟಿ ಬಂದಿದೆ. bbox=[641, 1699, 925, 1944]
durga-goddess-image bbox=[338, 1083, 622, 1528]
main-col-text: ಜಾತಿಯಲ್ಲಿ ವಿಂಗಡಣೆಗಳು, ಏರಿಳಿತ ಶಕ್ತಿಗಳು, ಸಮಾಜಗಳನ್ನು ತನ್ನ ಒಡೆತನ ಕಾರ್ಯವಿಧಾನದ ಮೂಲಕ ಎದುರಿಸಿದ ಸಂಘವು ಹಿಂದೂ ಸಮಾಜದ ಏಕತೆಗಾಗಿ ನಿರಂತರ ಶ್ರಮಿಸಿದೆ. ಸಂಘದ ಶಾಖೆಯಲ್ಲಿ ಯಾರ ಜಾತಿಯನ್ನೂ ಕೇಳುವುದಿಲ್ಲ. ಸಾಮರಸ್ಯದ ಮನೋಭಾವ ಬೆಳೆಸುವುದು ಸಂಘದ ಮುಖ್ಯ ಧ್ಯೇಯ. ನೂರು ವರ್ಷಗಳ ಪಯಣವು ಸಮಾಜದಲ್ಲಿ ಆತ್ಮವಿಶ್ವಾಸ ತುಂಬಿದೆ. ಶತಾಬ್ದಿ ವರ್ಷದಲ್ಲಿ ಪಂಚ ಪರಿವರ್ತನೆಯ ಸಂಕಲ್ಪದೊಂದಿಗೆ ಸಂಘವು ಮುನ್ನಡೆಯುತ್ತಿದೆ. ಸಾಮಾಜಿಕ ಸಾಮರಸ್ಯ, ಕುಟುಂಬ ಪ್ರಬೋಧನ, ಪರಿಸರ ಸಂರಕ್ಷಣೆ, ಸ್ವದೇಶಿ ಜೀವನ ಪದ್ಧತಿ ಮತ್ತು ನಾಗರಿಕ ಕರ್ತವ್ಯಗಳು ಇದರ ಭಾಗವಾಗಿವೆ. ಈ ಮೂಲಕ ಸಮಾಜ ಪರಿವರ್ತನೆಯ ಗುರಿ ಹೊಂದಲಾಗಿದೆ. ಸಂಘದ ಕಾರ್ಯ ಇಂದು ಜಗತ್ತಿನಾದ್ಯಂತ ಪಸರಿಸಿದೆ. bbox=[1171, 428, 1509, 596]
page-number: ೦೬ bbox=[273, 96, 307, 131]
editorial-para: ಅಂದಿನ ಸರಕಾರ ಯುದ್ಧಕ್ಕೆ ಮುಂದಾಗದಿರುವ ಕಾರಣ ನೆನಪಿಸಿಕೊಂಡಾಗ ಪ್ರಶ್ನೆಗಳು ಏಳುತ್ತವೆ. ಅಮೆರಿಕದ ಒತ್ತಡ ಅಂದು ಸಹ್ಯವಾಗಿತ್ತೇ? ಇಂದು ಅದೇ ಒತ್ತಡ ಬಂದರೆ ನಾವು ಏನು ಮಾಡುತ್ತೇವೆ ಎಂಬುದನ್ನು ಯೋಚಿಸಬೇಕಿದೆ. ರಾಷ್ಟ್ರೀಯ ಭದ್ರತೆಯ ವಿಚಾರದಲ್ಲಿ ಇನ್ನೊಬ್ಬರ ಮಾತು ನಡೆಯುವಂತಿರಬಾರದು. bbox=[61, 584, 445, 656]
logo-icon bbox=[104, 60, 159, 115]
nooru-col-3 bbox=[1206, 1075, 1509, 1459]
nooru-col-text: ಕ್ರಮೇಣ ಸಂಘದ ಕಾರ್ಯ ವಿವಿಧ ಪ್ರಾಂತಗಳಿಗೆ ವಿಸ್ತರಿಸಿತು. ಪ್ರಚಾರಕ ಪದ್ಧತಿ ಸಂಘದ ವಿಸ್ತಾರಕ್ಕೆ ಬುನಾದಿಯಾಯಿತು. 1940ರಲ್ಲಿ ಡಾಕ್ಟರ್‌ಜೀ ಅವರ ನಿಧನದ ನಂತರ ಗುರೂಜಿ ಗೋಳ್ವಲ್ಕರ್ ಅವರು ಸರಸಂಘಚಾಲಕರಾದರು. ದೇಶ ವಿಭಜನೆಯ ಸಂದರ್ಭದಲ್ಲಿ ನಿರಾಶ್ರಿತರ ನೆರವಿಗೆ ಸ್ವಯಂಸೇವಕರು ಧಾವಿಸಿದರು. 1948ರಲ್ಲಿ ಗಾಂಧೀಜಿಯ ಹತ್ಯೆಯ ನಂತರ ಸಂಘದ ಮೇಲೆ ನಿಷೇಧ ಹೇರಲಾಯಿತು. ತನಿಖೆಯ ನಂತರ ಸಂಘ ನಿರಪರಾಧಿ ಎಂದು ಸಾಬೀತಾಗಿ ನಿಷೇಧ ಹಿಂಪಡೆಯಲಾಯಿತು. 1975ರಲ್ಲಿ ತುರ್ತು ಪರಿಸ್ಥಿತಿ ಹೇರಿದಾಗ ಮತ್ತೆ ನಿಷೇಧ ಬಂದಿತು. ಲಕ್ಷಾಂತರ ಸ್ವಯಂಸೇವಕರು ಸತ್ಯಾಗ್ರಹ ನಡೆಸಿ ಜೈಲು ಸೇರಿದರು. ಪ್ರಜಾಪ್ರಭುತ್ವದ ಮರುಸ್ಥಾಪನೆಯಲ್ಲಿ ಸಂಘದ ಪಾತ್ರ ಮಹತ್ವದ್ದು. bbox=[641, 1488, 925, 1694]
vijaya-subhead: ಆಶ್ರಯಾಸ್ತ್ರ bbox=[46, 1485, 92, 1501]
main-col-3 bbox=[1171, 230, 1509, 960]
nooru-col-text: ಪ್ರಚಾರಕ ಸನ್ಯಾಸಿ ಹಾಗೂ ಗೃಹಸ್ಥ ಕಾರ್ಯಕರ್ತರ ಸಮರ್ಪಣೆಯಿಂದ ಸಂಘವು ಬೆಳೆಯಿತು. 1935ರ ಹೊತ್ತಿಗೆ ನಿರ್ಣಯದ ಮೇರೆಗೆ ಸಂಘವು ಮಹಾರಾಷ್ಟ್ರದ ಹೊರಗೆ ವಿಸ್ತರಿಸಿತು. ಕರ್ನಾಟಕದಲ್ಲಿಯೂ ಮಂಗಳೂರು ಮತ್ತು ಬೆಂಗಳೂರಿನಲ್ಲಿ ಶಾಖೆಗಳು ಪ್ರಾರಂಭವಾದವು. ಯಾದವರಾವ್ ಜೋಶಿ ಮೊದಲಾದವರು ಕರ್ನಾಟಕದಲ್ಲಿ ಸಂಘ ಬೆಳೆಸಿದರು. 1947ರಲ್ಲಿ ದೇಶ ವಿಭಜನೆಯ ಸಂದರ್ಭದಲ್ಲಿ ಸಂಘವು ಹಿಂದೂಗಳ ರಕ್ಷಣೆಗೆ ನಿಂತಿತು. 1962ರ ಚೀನಾ ಯುದ್ಧದ ಸಂದರ್ಭದಲ್ಲಿ ಸ್ವಯಂಸೇವಕರ ಸೇವೆ ಗುರುತಿಸಿ 1963ರ ಗಣರಾಜ್ಯೋತ್ಸವದ ಪಥಸಂಚಲನದಲ್ಲಿ ಭಾಗವಹಿಸಲು ಆಹ್ವಾನಿಸಲಾಯಿತು. 1975ರ ಜೂನ್ 25ರಂದು ಅಂದಿನ ಪ್ರಧಾನಿ ಇಂದಿರಾ ಗಾಂಧಿ ತುರ್ತು ಪರಿಸ್ಥಿತಿ ಘೋಷಿಸಿದರು. ನೂರು ವರ್ಷಗಳ ಸುದೀರ್ಘ ಪಯಣದಲ್ಲಿ ಸಂಘ ಕಂಡ ವಿಜಯದಶಮಿಗಳು ಹಲವು. ಶತಾಬ್ದಿಯ ಈ ಹಬ್ಬ 100 ವಿಜಯದಶಮಿಗಳನ್ನು ದಾಟಿ ಬಂದಿದೆ. bbox=[1206, 1077, 1509, 1303]
main-col-2 bbox=[829, 468, 1163, 975]
vijaya-col-text: ಗತ್ತಿನಲ್ಲಿ ಶ್ರೀಮಂತ ಸಂಸ್ಕೃತಿ ಮತ್ತು ಪ್ರಬಲ ಪರಂಪರೆಯನ್ನು ಹೊಂದಿರುವ ನಮ್ಮ ಭಾರತ ದೇಶ ರಾಷ್ಟ್ರದ ವೈವಿಧ್ಯತೆ, ಸಮೃದ್ಧತೆ ಮತ್ತು ಏಕತೆಯನ್ನು ಬಿಂಬಿಸುವ ಹಬ್ಬಗಳನ್ನು ಆಚರಿಸುತ್ತದೆ. ವಿಜಯದಶಮಿಯು ಅಧರ್ಮದ ಮೇಲೆ ಧರ್ಮ, ಅನ್ಯಾಯದ ಮೇಲೆ ನ್ಯಾಯ, ಕೆಡುಕಿನ ಮೇಲೆ ಒಳಿತಿನ ವಿಜಯದ ಸಂಕೇತ. ಹಲವಾರು ಸಂಪ್ರದಾಯಗಳು ದೇಶದ ವಿವಿಧ ಭಾಗಗಳಲ್ಲಿ ಆಚರಣೆಯಲ್ಲಿವೆ. ದುರ್ಗಾ ದೇವಿಯು ಮಹಿಷಾಸುರನನ್ನು ಸಂಹರಿಸಿದ ದಿನ ಎಂದು ನಂಬಲಾಗಿದೆ. ನವರಾತ್ರಿಯ ಒಂಬತ್ತು ದಿನಗಳ ಪೂಜೆಯ ನಂತರ ಹತ್ತನೇ ದಿನವನ್ನು ವಿಜಯದಶಮಿಯಾಗಿ ಆಚರಿಸಲಾಗುತ್ತದೆ. ಶ್ರೀರಾಮನು ರಾವಣನನ್ನು ಸಂಹರಿಸಿದ ದಿನವೂ ಇದೇ ಎಂಬ ನಂಬಿಕೆಯಿದೆ. ಪಾಂಡವರು ಅಜ್ಞಾತವಾಸ ಮುಗಿಸಿ ಶಮೀ ವೃಕ್ಷದಿಂದ ಆಯುಧಗಳನ್ನು ಮರಳಿ ಪಡೆದ ದಿನವೂ ಇದೇ ಆಗಿದೆ. bbox=[338, 1752, 622, 1959]
